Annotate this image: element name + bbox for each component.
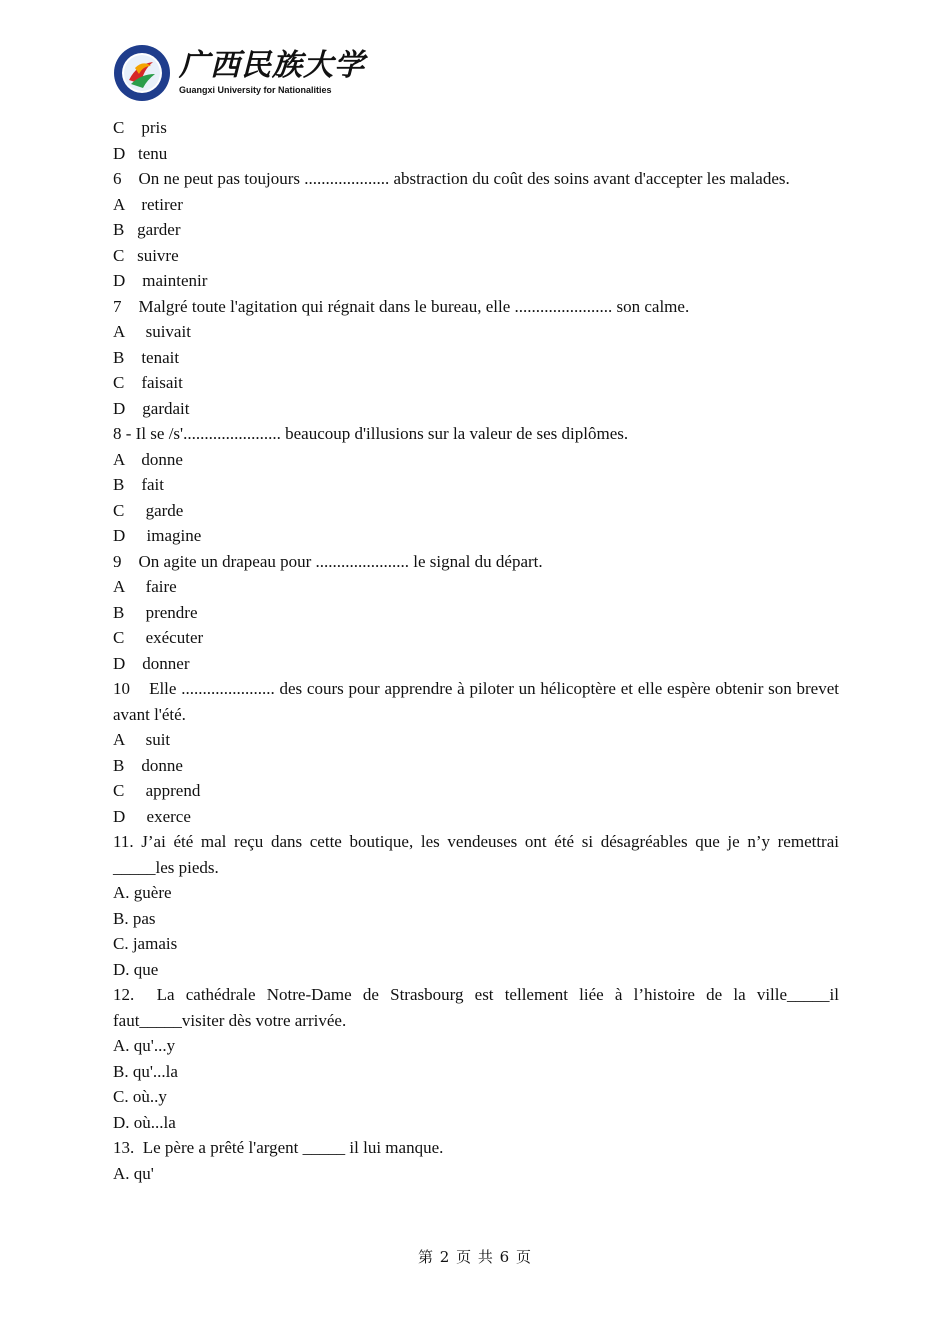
text-line: D. que [113, 959, 159, 979]
text-line: D gardait [113, 398, 190, 418]
text-line: D exerce [113, 806, 191, 826]
question-12: 12. La cathédrale Notre-Dame de Strasbourg est tellement liée à l’histoire de la ville_____il faut_____visiter dès votre arrivée. [113, 985, 844, 1030]
text-line: A suivait [113, 322, 191, 341]
text-line: C. où..y [113, 1087, 167, 1106]
text-line: B prendre [113, 602, 198, 622]
text-line: B garder [113, 220, 181, 239]
page-number: 第 2 页 共 6 页 [418, 1248, 532, 1266]
text-line: A suit [113, 730, 171, 749]
text-line: C suivre [113, 245, 179, 265]
page-header [113, 42, 365, 104]
question-10: 10 Elle ...................... des cours pour apprendre à piloter un hélicoptère et elle espère obtenir son brevet avant l'été. [113, 679, 844, 724]
question-6: 6 On ne peut pas toujours .................... abstraction du coût des soins avant d'accepter les malades. [113, 169, 790, 188]
text-line: B. qu'...la [113, 1061, 178, 1081]
question-11: 11. J’ai été mal reçu dans cette boutique, les vendeuses ont été si désagréables que je n’y remettrai _____les pieds. [113, 832, 844, 877]
exam-content [113, 115, 844, 1186]
text-line: C faisait [113, 373, 183, 392]
text-line: B donne [113, 755, 183, 775]
text-line: A. qu' [113, 1163, 154, 1183]
text-line: C garde [113, 500, 184, 520]
question-7: 7 Malgré toute l'agitation qui régnait dans le bureau, elle ....................... son calme. [113, 296, 690, 316]
text-line: A donne [113, 449, 183, 469]
text-line: B fait [113, 475, 164, 494]
text-line: B. pas [113, 908, 156, 928]
question-8: 8 - Il se /s'....................... beaucoup d'illusions sur la valeur de ses diplômes. [113, 424, 629, 443]
text-line: C. jamais [113, 934, 178, 953]
text-line: A. qu'...y [113, 1036, 176, 1055]
university-logo-icon [113, 44, 171, 102]
question-13: 13. Le père a prêté l'argent _____ il lui manque. [113, 1138, 444, 1157]
text-line: D. où...la [113, 1112, 176, 1132]
text-line: A faire [113, 577, 177, 596]
text-line: D maintenir [113, 271, 208, 290]
university-name-en: Guangxi University for Nationalities [179, 85, 332, 95]
question-9: 9 On agite un drapeau pour ...................... le signal du départ. [113, 551, 543, 571]
text-line: B tenait [113, 347, 180, 367]
text-line: A. guère [113, 883, 172, 902]
text-line: C apprend [113, 781, 201, 800]
text-line: C exécuter [113, 628, 204, 647]
text-line: D donner [113, 653, 190, 673]
text-line: D tenu [113, 143, 168, 163]
brand [179, 50, 365, 96]
text-line: D imagine [113, 526, 202, 545]
text-line: C pris [113, 118, 167, 137]
university-name-cn: 广西民族大学 [179, 48, 365, 83]
text-line: A retirer [113, 194, 183, 214]
